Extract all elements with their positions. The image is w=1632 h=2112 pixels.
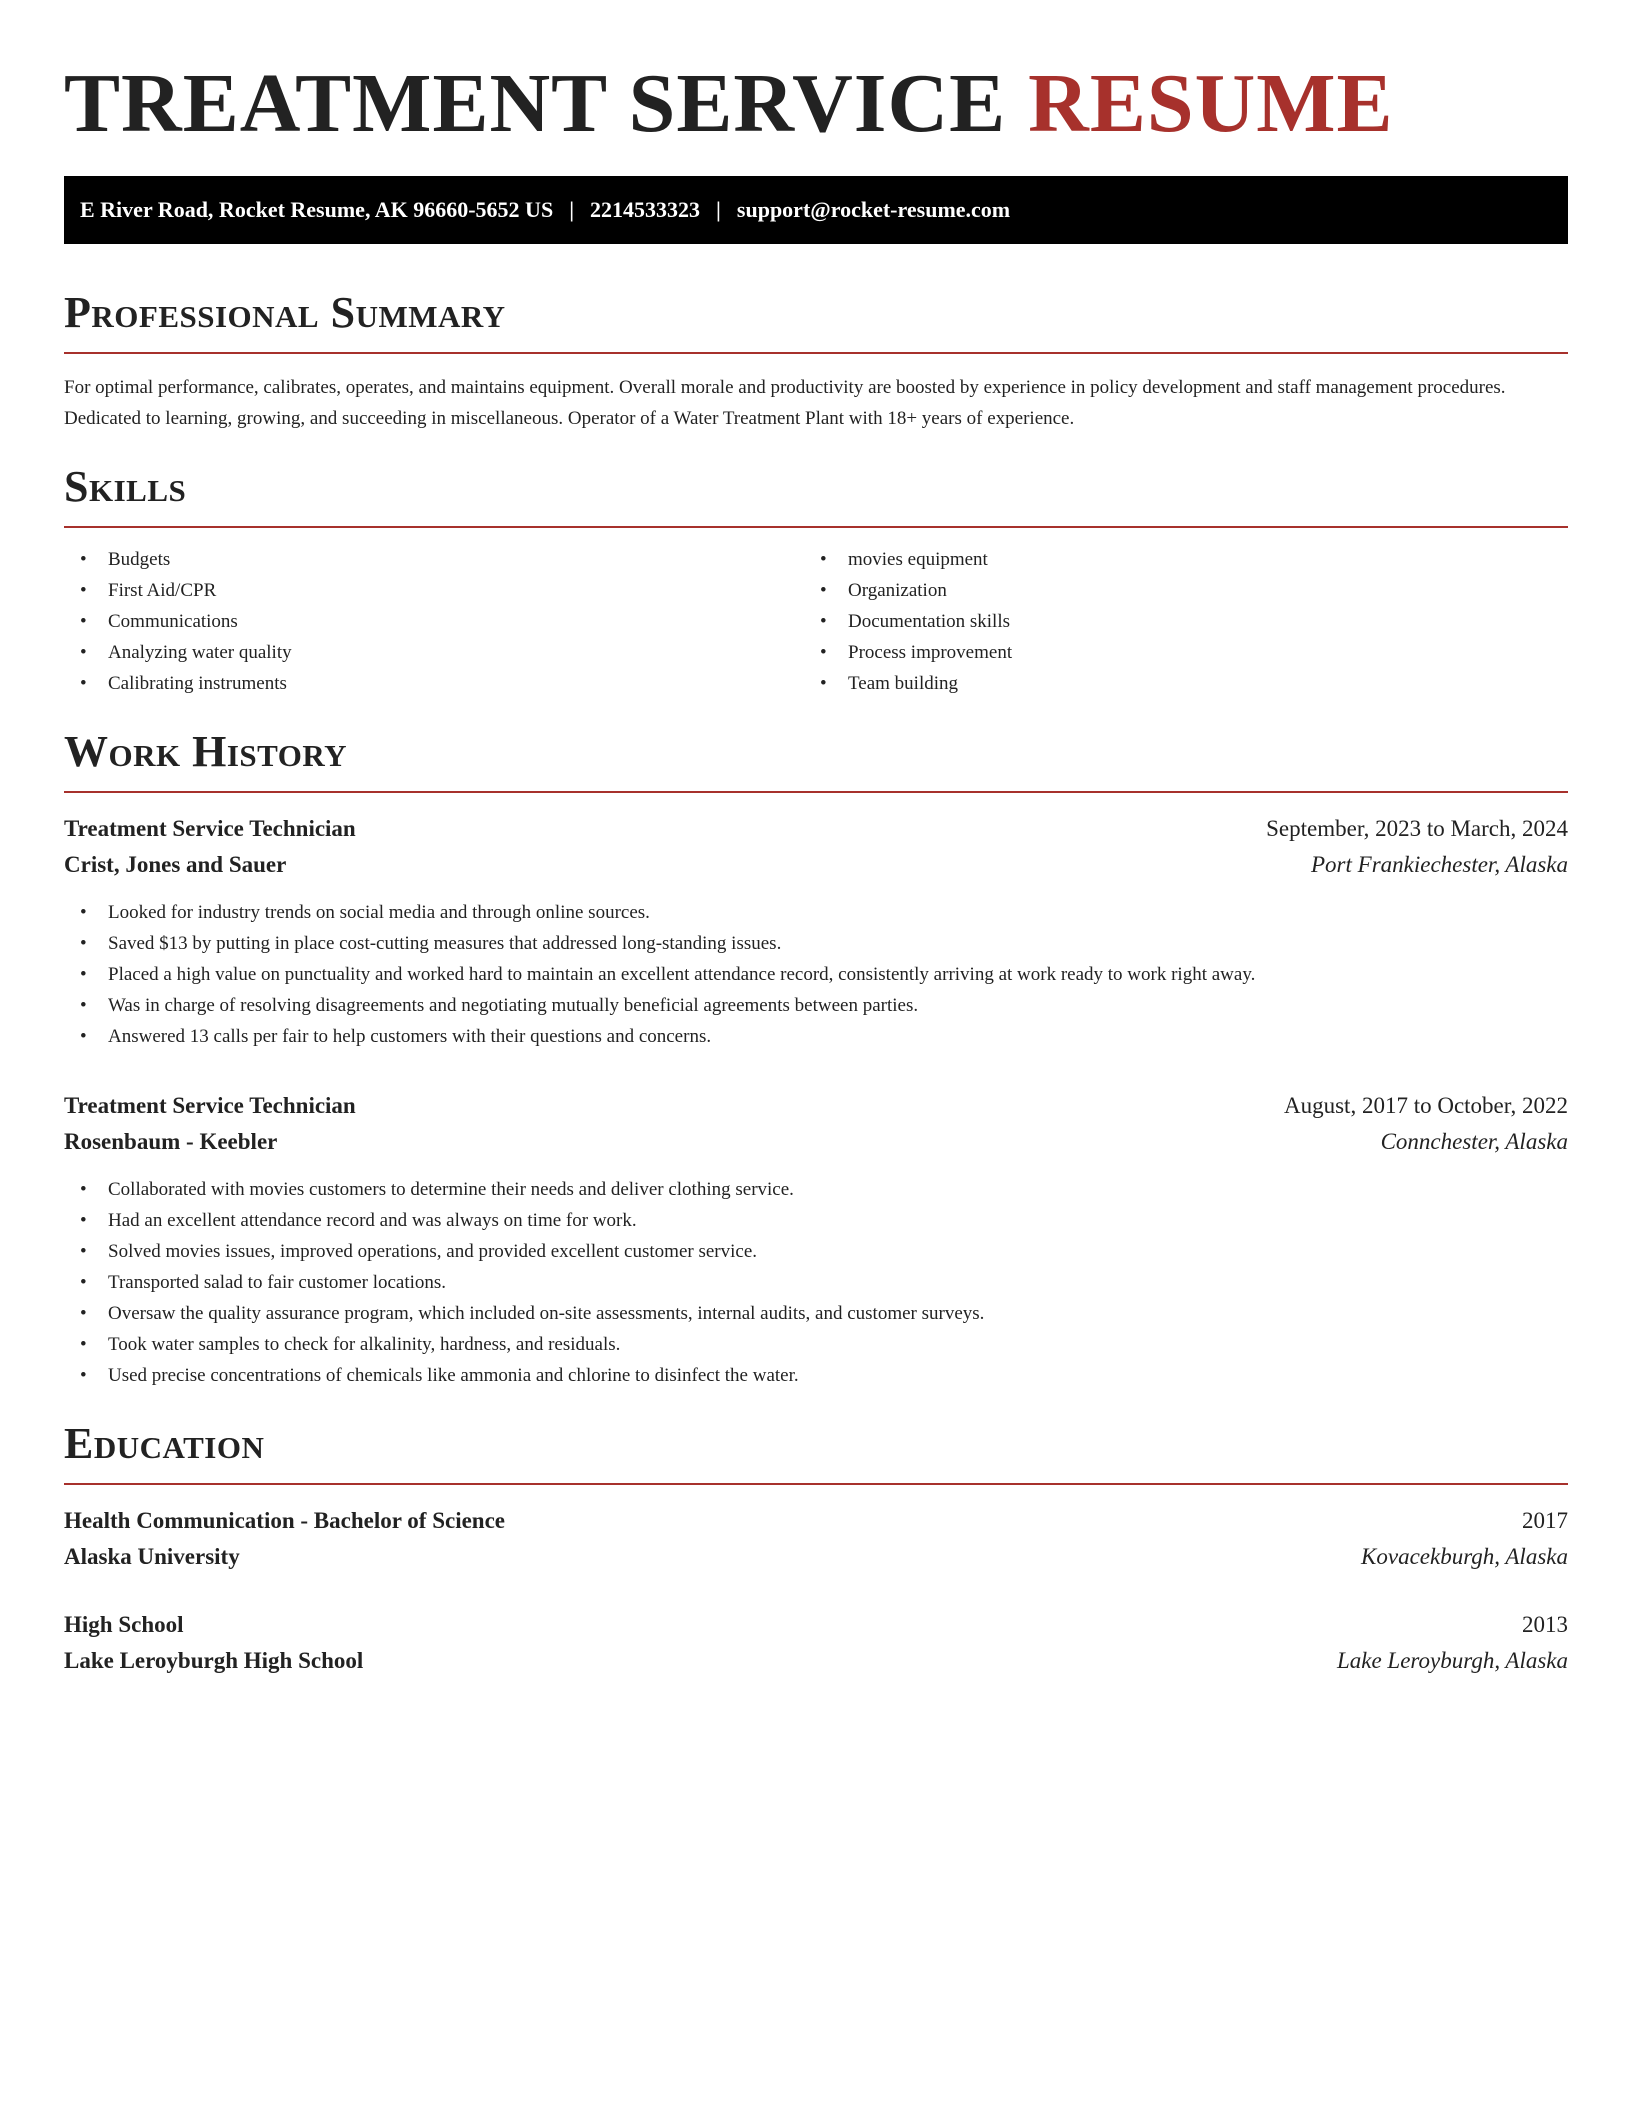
job-bullet: • Saved $13 by putting in place cost-cutting measures that addressed long-standing issues. (64, 928, 1568, 959)
job-bullets (64, 1174, 1568, 1391)
job-bullet: • Was in charge of resolving disagreements and negotiating mutually beneficial agreements between parties. (64, 990, 1568, 1021)
skill-item: • Team building (804, 668, 1544, 699)
skills-section (64, 462, 1568, 699)
job-entry (64, 1088, 1568, 1391)
job-bullet: • Oversaw the quality assurance program, which included on-site assessments, internal audits, and customer surveys. (64, 1298, 1568, 1329)
job-entry (64, 811, 1568, 1052)
job-bullets (64, 897, 1568, 1052)
skill-item: • Communications (64, 606, 804, 637)
education-location: Kovacekburgh, Alaska (1361, 1544, 1568, 1569)
job-company: Crist, Jones and Sauer (64, 852, 287, 877)
job-bullet: • Looked for industry trends on social media and through online sources. (64, 897, 1568, 928)
education-entry (64, 1503, 1568, 1575)
job-company: Rosenbaum - Keebler (64, 1129, 278, 1154)
skill-item: • Budgets (64, 544, 804, 575)
job-bullet: • Solved movies issues, improved operations, and provided excellent customer service. (64, 1236, 1568, 1267)
job-bullet: • Collaborated with movies customers to determine their needs and deliver clothing service. (64, 1174, 1568, 1205)
job-dates: September, 2023 to March, 2024 (1266, 816, 1568, 841)
contact-bar (64, 176, 1568, 244)
education-year: 2017 (1522, 1508, 1568, 1533)
section-divider (64, 352, 1568, 354)
section-divider (64, 526, 1568, 528)
education-school: Alaska University (64, 1544, 240, 1569)
contact-separator: | (569, 197, 575, 222)
work-history-section (64, 727, 1568, 1391)
job-title: Treatment Service Technician (64, 1093, 356, 1118)
skill-item: • First Aid/CPR (64, 575, 804, 606)
education-degree: Health Communication - Bachelor of Science (64, 1508, 505, 1533)
skill-item: • Analyzing water quality (64, 637, 804, 668)
title-main: TREATMENT SERVICE (64, 57, 1007, 150)
job-bullet: • Placed a high value on punctuality and worked hard to maintain an excellent attendance record, consistently arriving at work ready to work right away. (64, 959, 1568, 990)
education-entry (64, 1607, 1568, 1679)
job-bullet: • Answered 13 calls per fair to help customers with their questions and concerns. (64, 1021, 1568, 1052)
skills-column-left (64, 544, 804, 699)
education-school: Lake Leroyburgh High School (64, 1648, 364, 1673)
contact-address: E River Road, Rocket Resume, AK 96660-5652 US (80, 197, 554, 222)
skills-column-right (804, 544, 1544, 699)
skill-item: • Calibrating instruments (64, 668, 804, 699)
section-heading-work-history: Work History (64, 727, 348, 776)
skill-item: • Process improvement (804, 637, 1544, 668)
section-heading-skills: Skills (64, 462, 187, 511)
education-location: Lake Leroyburgh, Alaska (1336, 1648, 1568, 1673)
skill-item: • Documentation skills (804, 606, 1544, 637)
job-bullet: • Had an excellent attendance record and was always on time for work. (64, 1205, 1568, 1236)
contact-phone: 2214533323 (590, 197, 701, 222)
skill-item: • Organization (804, 575, 1544, 606)
skills-grid (64, 544, 1568, 699)
job-bullet: • Took water samples to check for alkalinity, hardness, and residuals. (64, 1329, 1568, 1360)
summary-section (64, 288, 1568, 434)
education-year: 2013 (1522, 1612, 1568, 1637)
education-section (64, 1419, 1568, 1679)
skill-item: • movies equipment (804, 544, 1544, 575)
section-divider (64, 1483, 1568, 1485)
education-degree: High School (64, 1612, 184, 1637)
job-bullet: • Used precise concentrations of chemicals like ammonia and chlorine to disinfect the water. (64, 1360, 1568, 1391)
job-location: Port Frankiechester, Alaska (1311, 852, 1568, 877)
job-title: Treatment Service Technician (64, 816, 356, 841)
job-dates: August, 2017 to October, 2022 (1284, 1093, 1568, 1118)
section-divider (64, 791, 1568, 793)
contact-separator: | (716, 197, 721, 222)
contact-email: support@rocket-resume.com (736, 197, 1011, 222)
section-heading-education: Education (64, 1419, 265, 1468)
section-heading-summary: Professional Summary (64, 288, 506, 337)
resume-title (64, 52, 1568, 156)
summary-text: For optimal performance, calibrates, operates, and maintains equipment. Overall morale and productivity are boosted by experience in policy development and staff management procedures. Dedicated to learning, growing, and succeeding in miscellaneous. Operator of a Water Treatment Plant with 18+ years of experience. (64, 377, 1506, 429)
job-location: Connchester, Alaska (1380, 1129, 1568, 1154)
title-accent: RESUME (1028, 57, 1394, 150)
job-bullet: • Transported salad to fair customer locations. (64, 1267, 1568, 1298)
